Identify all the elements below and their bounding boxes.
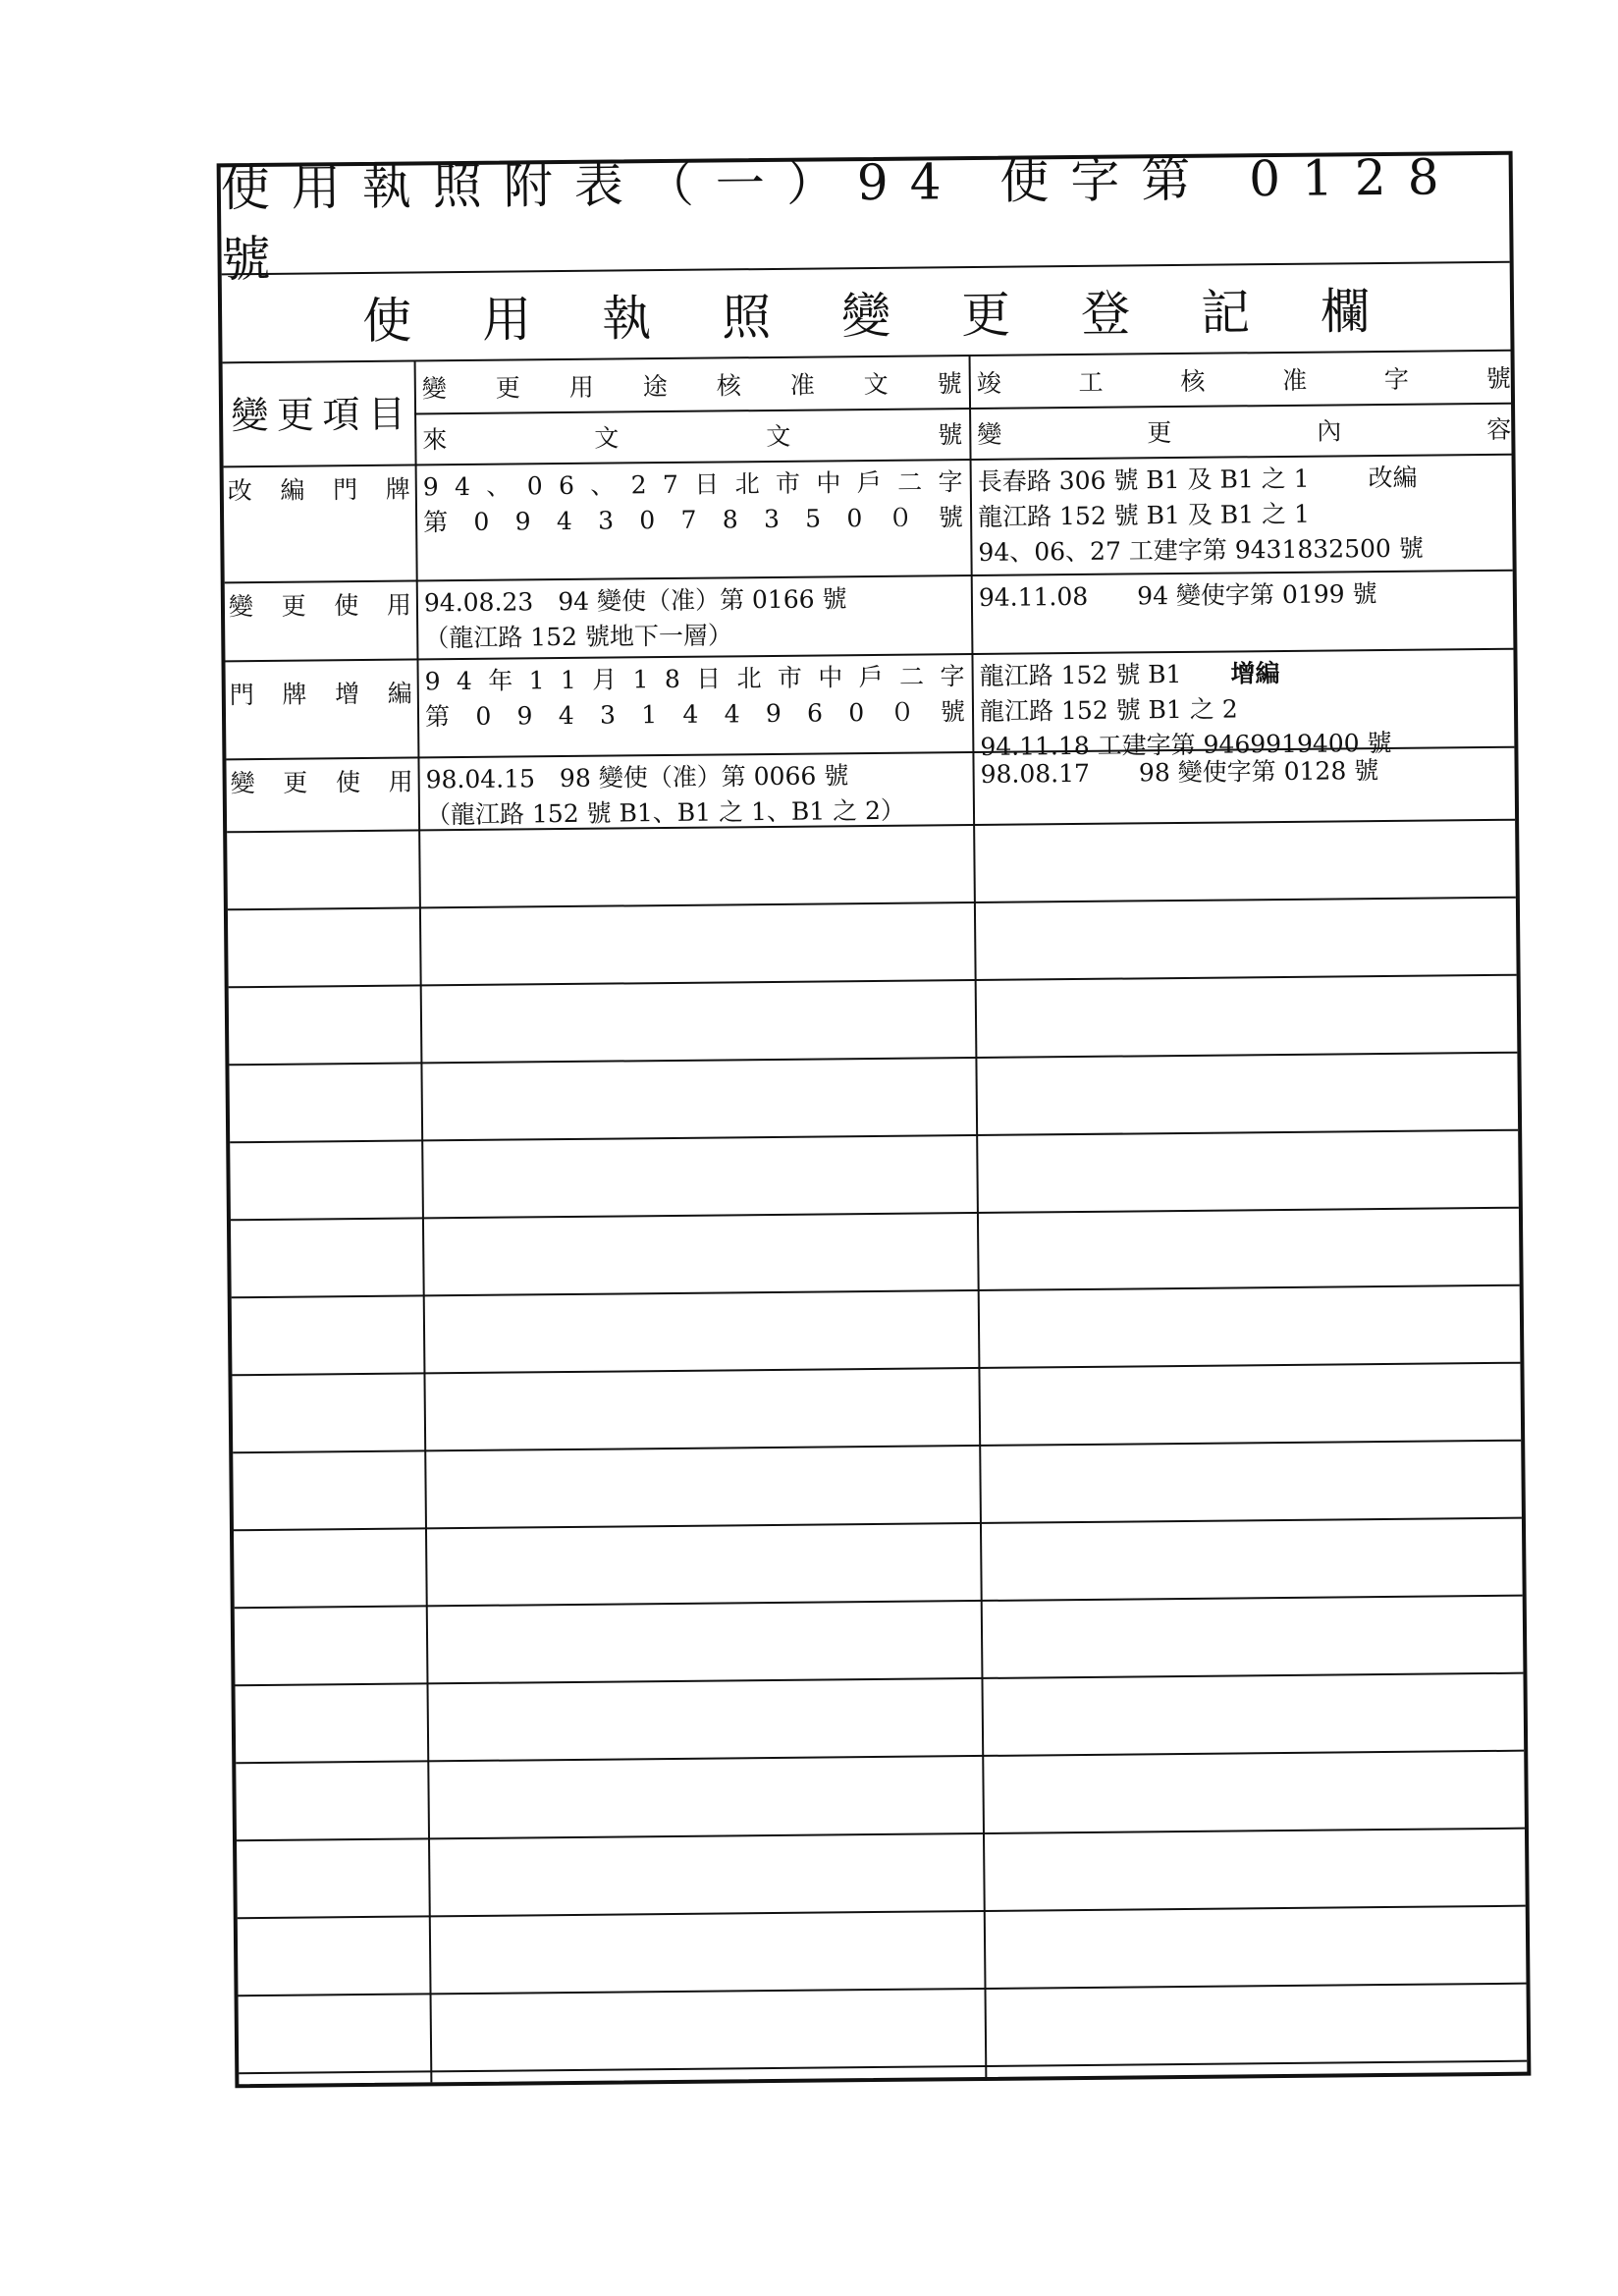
right-line: 98.08.17 98 變使字第 0128 號 [980, 756, 1379, 789]
char: 9 [516, 701, 533, 731]
char: 變 [231, 393, 269, 438]
char: 二 [897, 467, 923, 497]
row-3-left [425, 659, 966, 735]
char: 0 [639, 506, 656, 535]
char: 6 [558, 470, 575, 501]
left-line: （龍江路 152 號 B1、B1 之 1、B1 之 2） [425, 795, 906, 830]
left-line: 94.08.23 94 變使（准）第 0166 號 [423, 584, 847, 618]
char: 0 [848, 698, 865, 728]
page-subtitle [222, 263, 1511, 364]
char: 字 [1383, 364, 1410, 394]
char: 6 [806, 698, 824, 728]
table-grid [223, 352, 1528, 2085]
char: 第 [424, 702, 451, 732]
subtitle-char: 用 [481, 291, 532, 349]
char: 0 [526, 471, 543, 501]
row-2-left [424, 580, 965, 656]
char: 准 [789, 370, 815, 400]
char: 8 [664, 664, 680, 694]
row-1-right [978, 460, 1513, 571]
char: 號 [1485, 363, 1511, 393]
char: 來 [422, 425, 448, 455]
char: 3 [763, 504, 781, 534]
char: 變 [230, 769, 255, 798]
subtitle-char: 照 [721, 288, 772, 347]
char: 0 [475, 701, 492, 731]
right-line-text: 長春路 306 號 B1 及 B1 之 1 [977, 464, 1310, 496]
char: 工 [1078, 367, 1104, 397]
char: 增 [334, 680, 360, 709]
char: 文 [594, 423, 620, 453]
char: 門 [229, 681, 254, 710]
char: 3 [599, 700, 617, 730]
subtitle-char: 更 [960, 286, 1011, 345]
subtitle-char: 登 [1080, 285, 1131, 343]
subtitle-char: 使 [361, 292, 412, 350]
char: 0 [846, 504, 863, 533]
char: 4 [558, 700, 574, 731]
subtitle-char: 記 [1200, 284, 1251, 342]
char: 二 [898, 662, 925, 691]
row-3-right [980, 654, 1515, 765]
char: 門 [332, 475, 358, 505]
left-line: （龍江路 152 號地下一層） [424, 621, 733, 653]
char: 竣 [976, 368, 1001, 398]
char: 年 [488, 666, 513, 695]
subtitle-char: 變 [840, 287, 891, 346]
char: 4 [724, 699, 740, 729]
char: 0 [473, 507, 490, 536]
char: 內 [1317, 416, 1342, 446]
char: 北 [734, 469, 760, 499]
char: 9 [424, 667, 441, 696]
char: 4 [556, 506, 572, 536]
char: 核 [716, 371, 741, 401]
header-incoming-no [422, 415, 962, 460]
char: 日 [696, 664, 722, 693]
registration-table [217, 148, 1532, 2089]
char: 准 [1282, 365, 1308, 395]
char: 號 [940, 697, 966, 727]
char: 第 [423, 508, 449, 537]
char: 目 [367, 392, 406, 436]
char: 字 [938, 467, 963, 497]
char: 更 [276, 393, 315, 437]
char: 9 [765, 698, 782, 729]
right-line: 龍江路 152 號 B1 之 2 [979, 694, 1238, 726]
char: 8 [722, 505, 738, 534]
char: 1 [641, 700, 658, 730]
char: 4 [682, 699, 699, 729]
char: 途 [642, 371, 668, 402]
right-line-text: 龍江路 152 號 B1 [979, 659, 1182, 690]
change-note: 改編 [1368, 463, 1418, 493]
left-line [425, 694, 965, 735]
char: 月 [592, 665, 618, 694]
char: 牌 [282, 680, 307, 709]
left-line [423, 465, 963, 505]
char: 文 [766, 421, 791, 452]
left-line [425, 659, 965, 699]
page-title: 使用執照附表（一）94 使字第 0128 號 [221, 155, 1510, 276]
row-4-right [980, 752, 1514, 793]
char: 改 [227, 476, 252, 506]
right-line: 94.11.18 工建字第 9469919400 號 [980, 728, 1392, 761]
char: 4 [454, 471, 471, 502]
char: 用 [568, 372, 594, 402]
char: 北 [736, 664, 762, 693]
char: 3 [597, 506, 615, 535]
char: 戶 [858, 662, 884, 692]
header-change-content [977, 410, 1511, 455]
char: 更 [1147, 418, 1172, 448]
row-3-item [230, 676, 412, 713]
row-2-item [229, 587, 411, 625]
char: 9 [422, 472, 439, 502]
char: 變 [977, 419, 1002, 449]
char: 更 [283, 768, 308, 797]
char: 更 [281, 591, 306, 621]
char: 牌 [385, 474, 410, 504]
char: 容 [1486, 414, 1512, 444]
char: 用 [388, 767, 413, 796]
subtitle-char: 欄 [1320, 283, 1371, 341]
char: 變 [421, 374, 447, 404]
char: 文 [863, 369, 889, 400]
char: 號 [938, 503, 964, 532]
left-line [423, 500, 963, 540]
change-note: 增編 [1230, 659, 1280, 688]
char: 核 [1180, 366, 1206, 396]
row-4-left [425, 757, 966, 833]
right-line-with-note [978, 460, 1512, 500]
char: 中 [818, 663, 843, 692]
char: 號 [938, 420, 963, 450]
header-approval-no [422, 364, 962, 409]
char: 9 [514, 507, 531, 536]
char: 使 [335, 768, 361, 797]
char: 5 [805, 504, 822, 533]
char: 7 [662, 469, 679, 500]
header-completion-no [977, 359, 1511, 404]
char: 2 [630, 470, 647, 500]
char: 變 [228, 592, 254, 622]
right-line: 94、06、27 工建字第 9431832500 號 [978, 533, 1424, 567]
char: 、 [486, 471, 512, 501]
char: 1 [560, 665, 576, 695]
char: 戶 [856, 467, 882, 498]
char: 用 [386, 590, 412, 620]
char: 號 [937, 369, 962, 399]
subtitle-char: 執 [601, 290, 652, 348]
char: 更 [495, 373, 520, 403]
left-line: 98.04.15 98 變使（准）第 0066 號 [425, 761, 849, 794]
char: ０ [888, 503, 913, 532]
char: 市 [775, 468, 801, 498]
char: 字 [940, 662, 965, 691]
char: 使 [334, 591, 359, 621]
right-line-with-note [980, 654, 1514, 694]
char: 、 [590, 470, 616, 500]
right-line: 94.11.08 94 變使字第 0199 號 [978, 579, 1377, 612]
char: 中 [816, 468, 841, 498]
right-line: 龍江路 152 號 B1 及 B1 之 1 [977, 499, 1311, 531]
row-1-item [228, 472, 410, 510]
char: 市 [777, 663, 803, 692]
row-1-left [423, 465, 964, 540]
char: 項 [322, 392, 360, 437]
header-item [227, 370, 410, 461]
char: 編 [280, 475, 305, 505]
char: 編 [387, 679, 412, 708]
row-4-item [231, 764, 413, 801]
row-2-right [979, 575, 1513, 616]
char: 日 [694, 469, 720, 499]
char: 4 [456, 666, 473, 696]
char: 1 [632, 665, 649, 694]
char: 1 [528, 666, 545, 695]
char: 7 [680, 505, 697, 534]
char: ０ [890, 697, 915, 727]
